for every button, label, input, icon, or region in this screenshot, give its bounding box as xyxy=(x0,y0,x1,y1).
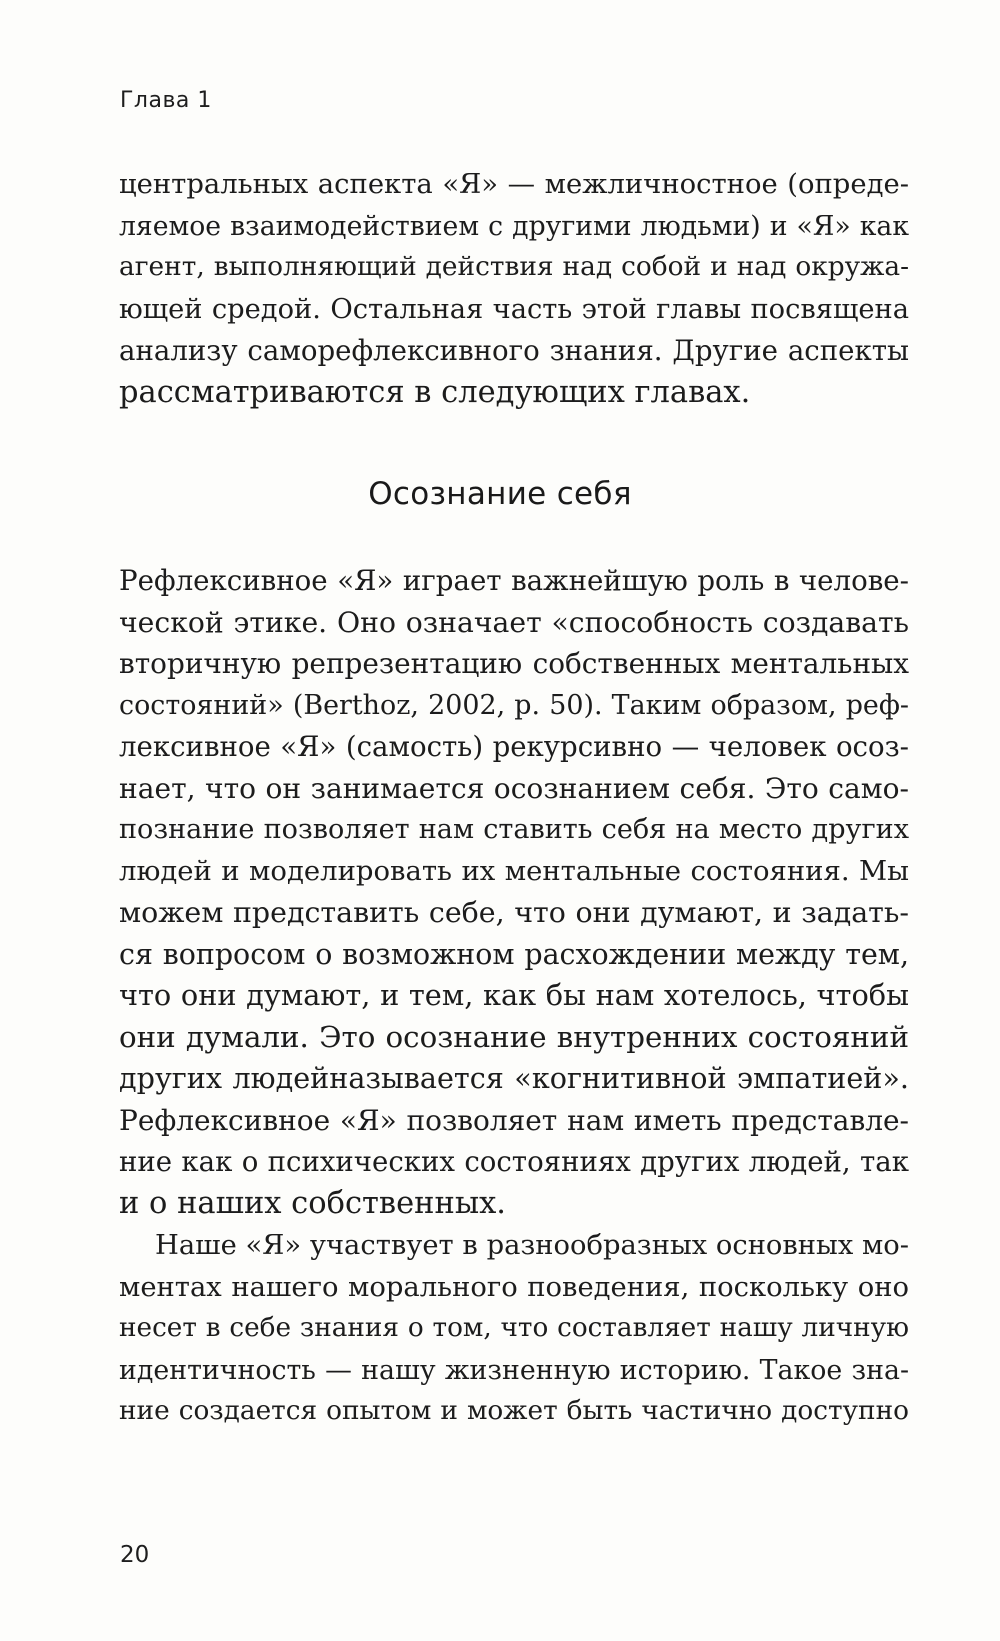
text-line: и о наших собственных. xyxy=(119,1185,506,1221)
text-line: идентичность — нашу жизненную историю. Такое зна- xyxy=(119,1354,909,1386)
paragraph-moral-behavior xyxy=(119,1225,909,1433)
text-line: нает, что он занимается осознанием себя. Это само- xyxy=(119,771,909,805)
paragraph-self-awareness xyxy=(119,560,909,1224)
text-line: они думали. Это осознание внутренних состояний xyxy=(119,1019,909,1054)
text-line: центральных аспекта «Я» — межличностное (опреде- xyxy=(119,169,909,200)
text-line: ние как о психических состояниях других людей, так xyxy=(119,1145,909,1178)
text-line: лексивное «Я» (самость) рекурсивно — человек осоз- xyxy=(119,730,909,763)
section-heading: Осознание себя xyxy=(368,476,632,512)
text-line: несет в себе знания о том, что составляет нашу личную xyxy=(119,1313,909,1343)
text-line: Рефлексивное «Я» позволяет нам иметь представле- xyxy=(119,1103,909,1137)
text-line: ментах нашего морального поведения, поскольку оно xyxy=(119,1271,909,1303)
text-line: Наше «Я» участвует в разнообразных основных мо- xyxy=(155,1230,909,1261)
text-line: ляемое взаимодействием с другими людьми) и «Я» как xyxy=(119,210,909,242)
text-line: ющей средой. Остальная часть этой главы посвящена xyxy=(119,293,909,325)
text-line: агент, выполняющий действия над собой и над окружа- xyxy=(119,252,909,282)
text-line: рассматриваются в следующих главах. xyxy=(119,374,751,410)
text-line: что они думают, и тем, как бы нам хотелось, чтобы xyxy=(119,978,909,1012)
page-number: 20 xyxy=(120,1542,150,1568)
text-line: познание позволяет нам ставить себя на место других xyxy=(119,814,909,845)
text-line: можем представить себе, что они думают, и задать- xyxy=(119,896,909,929)
text-line: ся вопросом о возможном расхождении между тем, xyxy=(119,937,909,971)
text-line: Рефлексивное «Я» играет важнейшую роль в челове- xyxy=(119,564,909,597)
running-head: Глава 1 xyxy=(120,88,212,113)
text-line: людей и моделировать их ментальные состояния. Мы xyxy=(119,854,909,887)
text-line: анализу саморефлексивного знания. Другие аспекты xyxy=(119,334,909,367)
text-line: ческой этике. Оно означает «способность создавать xyxy=(119,605,909,639)
paragraph-continuation xyxy=(119,164,909,413)
text-line: вторичную репрезентацию собственных ментальных xyxy=(119,647,909,680)
text-line: других людейназывается «когнитивной эмпатией». xyxy=(119,1061,909,1095)
text-line: ние создается опытом и может быть частично доступно xyxy=(119,1396,909,1426)
text-line: состояний» (Berthoz, 2002, p. 50). Таким образом, реф- xyxy=(119,689,909,721)
